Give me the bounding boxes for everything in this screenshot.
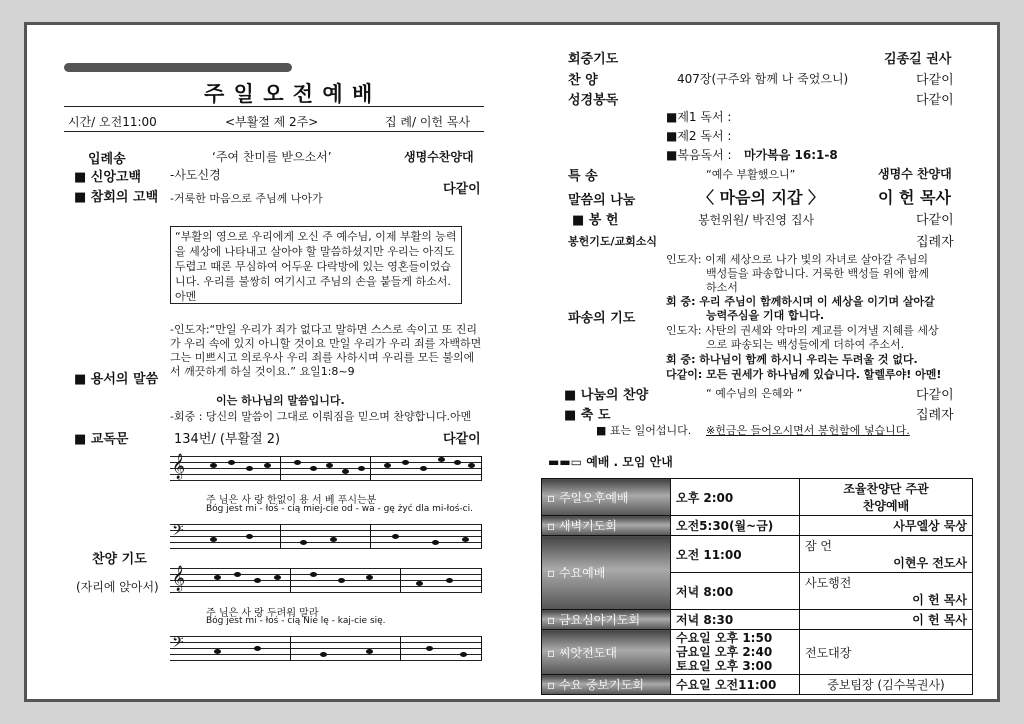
schedule-time-line: 금요일 오후 2:40 — [676, 645, 773, 659]
schedule-table — [541, 478, 973, 695]
sending-line-5: 능력주심을 기대 합니다. — [706, 309, 825, 322]
invocation-text: ‘주여 찬미를 받으소서’ — [212, 150, 332, 164]
hymn-label: 찬 양 — [568, 73, 598, 88]
offering-prayer-label: 봉헌기도/교회소식 — [568, 235, 658, 248]
offering-prayer-performer: 집례자 — [916, 235, 954, 250]
schedule-time-line: 토요일 오후 3:00 — [676, 659, 773, 673]
sending-line-7: 으로 파송되는 백성들에게 더하여 주소서. — [706, 338, 905, 351]
offering-committee: 봉헌위원/ 박진영 집사 — [698, 213, 815, 227]
hymn-prayer-note: (자리에 앉아서) — [76, 580, 159, 594]
sending-line-3: 하소서 — [706, 281, 738, 294]
closing-hymn-label: ■ 나눔의 찬양 — [564, 388, 649, 403]
service-title: 주 일 오 전 예 배 — [204, 82, 374, 106]
schedule-time: 저녁 8:00 — [671, 573, 800, 610]
service-leader: 집 례/ 이헌 목사 — [385, 115, 471, 129]
gospel-reading: 마가복음 16:1-8 — [744, 148, 838, 162]
schedule-info-line: 이 헌 목사 — [912, 593, 967, 607]
score-lyrics-korean-1: 주 님은 사 랑 한없이 용 서 베 푸시는분 — [206, 495, 377, 506]
score-lyrics-korean-2: 주 님은 사 랑 두려워 말라 — [206, 608, 319, 619]
absolution-response: -회중 : 당신의 말씀이 그대로 이뤄짐을 믿으며 찬양합니다.아멘 — [170, 410, 472, 423]
music-score-bass-2: 𝄢 — [170, 636, 482, 684]
scripture-performer: 다같이 — [916, 93, 954, 108]
sending-line-6: 인도자: 사탄의 권세와 악마의 계교를 이겨낼 지혜를 세상 — [666, 324, 939, 337]
offering-note: ※헌금은 들어오시면서 봉헌함에 넣습니다. — [706, 424, 910, 437]
score-lyrics-latin-1: Bóg jest mi - łoś - cią miej-cie od - wa - gę żyć dla mi-łoś-ci. — [206, 504, 473, 514]
schedule-info-line: 잠 언 — [805, 539, 832, 553]
sending-line-4: 회 중: 우리 주님이 함께하시며 이 세상을 이기며 살아갈 — [666, 295, 935, 308]
invocation-label: 입례송 — [88, 152, 126, 167]
music-score-treble-2: 𝄞 — [170, 568, 482, 616]
schedule-time: 오후 2:00 — [671, 479, 800, 516]
schedule-row — [542, 516, 973, 536]
schedule-info: 전도대장 — [800, 630, 973, 675]
schedule-label: ▫ 새벽기도회 — [542, 516, 671, 536]
hymn-prayer-label: 찬양 기도 — [92, 552, 147, 567]
sermon-label: 말씀의 나눔 — [568, 193, 636, 208]
schedule-row — [542, 675, 973, 695]
music-score-treble-1: 𝄞 — [170, 456, 482, 504]
schedule-time: 오전 11:00 — [671, 536, 800, 573]
sermon-preacher: 이 헌 목사 — [878, 188, 951, 207]
congregational-prayer-label: 회중기도 — [568, 52, 619, 67]
schedule-label: ▫ 씨앗전도대 — [542, 630, 671, 675]
invocation-performer: 생명수찬양대 — [404, 150, 474, 164]
schedule-label: ▫ 금요심야기도회 — [542, 610, 671, 630]
responsive-reading-text: 134번/ (부활절 2) — [174, 432, 281, 447]
schedule-info — [800, 479, 973, 516]
closing-hymn-title: “ 예수님의 은혜와 ” — [706, 387, 803, 400]
benediction-performer: 집례자 — [916, 408, 954, 423]
sending-line-9: 다같이: 모든 권세가 하나님께 있습니다. 할렐루야! 아멘! — [666, 368, 942, 381]
absolution-text: -인도자:“만일 우리가 죄가 없다고 말하면 스스로 속이고 또 진리가 우리 속에 있지 아니할 것이요 만일 우리가 우리 죄를 자백하면 그는 미쁘시고 의로우사 우리 죄를 사하시며 우리를 모든 불의에서 깨끗하게 하실 것이요.” 요일1:8~9 — [170, 323, 482, 378]
closing-hymn-performer: 다같이 — [916, 388, 954, 403]
schedule-info — [800, 573, 973, 610]
schedule-info: 중보팀장 (김수복권사) — [800, 675, 973, 695]
special-song-title: “예수 부활했으니” — [706, 168, 796, 181]
special-song-label: 특 송 — [568, 169, 598, 184]
special-song-performer: 생명수 찬양대 — [878, 167, 952, 181]
responsive-reading-performer: 다같이 — [443, 432, 481, 447]
sending-line-2: 백성들을 파송합니다. 거룩한 백성들 위에 함께 — [706, 267, 929, 280]
schedule-label: ▫ 주일오후예배 — [542, 479, 671, 516]
schedule-time — [671, 630, 800, 675]
confession-prayer-box: “부활의 영으로 우리에게 오신 주 예수님, 이제 부활의 능력을 세상에 나타내고 살아야 할 말씀하셨지만 우리는 아직도 두렵고 때론 무심하여 어두운 다락방에 있는 영혼들이었습니다. 우리를 불쌍히 여기시고 주님의 손을 붙들게 하소서. 아멘 — [170, 226, 462, 304]
schedule-row — [542, 479, 973, 516]
service-time: 시간/ 오전11:00 — [68, 115, 157, 129]
schedule-time: 수요일 오전11:00 — [671, 675, 800, 695]
sending-line-8: 회 중: 하나님이 함께 하시니 우리는 두려울 것 없다. — [666, 353, 918, 366]
schedule-info-line: 사도행전 — [805, 576, 852, 590]
schedule-time-line: 수요일 오후 1:50 — [676, 631, 773, 645]
confession-text: -거룩한 마음으로 주님께 나아가 — [170, 192, 323, 205]
offering-label: ■ 봉 헌 — [572, 213, 619, 228]
schedule-label: ▫ 수요예배 — [542, 536, 671, 610]
schedule-info: 사무엘상 묵상 — [800, 516, 973, 536]
confession-label: ■ 참회의 고백 — [74, 190, 159, 205]
schedule-info-line: 조율찬양단 주관 — [843, 482, 929, 496]
absolution-label: ■ 용서의 말씀 — [74, 372, 159, 387]
schedule-row — [542, 610, 973, 630]
scripture-label: 성경봉독 — [568, 93, 619, 108]
gospel-reading-label: ■복음독서 : — [666, 148, 732, 162]
hymn-performer: 다같이 — [916, 73, 954, 88]
title-decoration-bar — [64, 63, 292, 72]
header-rule — [64, 131, 484, 132]
liturgical-week: <부활절 제 2주> — [225, 115, 319, 129]
sermon-title: 〈 마음의 지갑 〉 — [698, 188, 824, 207]
benediction-label: ■ 축 도 — [564, 408, 611, 423]
music-score-bass-1: 𝄢 — [170, 524, 482, 572]
schedule-label: ▫ 수요 중보기도회 — [542, 675, 671, 695]
schedule-title: ▬▬▭ 예배 . 모임 안내 — [548, 455, 673, 469]
title-rule — [64, 106, 484, 107]
first-reading: ■제1 독서 : — [666, 110, 732, 124]
creed-label: ■ 신앙고백 — [74, 170, 142, 185]
responsive-reading-label: ■ 교독문 — [74, 432, 129, 447]
sending-line-1: 인도자: 이제 세상으로 나가 빛의 자녀로 살아갈 주님의 — [666, 253, 928, 266]
standing-note: ■ 표는 일어섭니다. — [596, 424, 692, 437]
absolution-word: 이는 하나님의 말씀입니다. — [216, 394, 345, 407]
second-reading: ■제2 독서 : — [666, 129, 732, 143]
sending-prayer-label: 파송의 기도 — [568, 311, 636, 326]
schedule-time: 오전5:30(월~금) — [671, 516, 800, 536]
schedule-row — [542, 536, 973, 573]
schedule-info: 이 헌 목사 — [800, 610, 973, 630]
offering-performer: 다같이 — [916, 213, 954, 228]
creed-text: -사도신경 — [170, 168, 221, 182]
schedule-time: 저녁 8:30 — [671, 610, 800, 630]
schedule-info — [800, 536, 973, 573]
schedule-info-line: 이현우 전도사 — [893, 556, 967, 570]
congregational-prayer-leader: 김종길 권사 — [884, 52, 952, 67]
hymn-number: 407장(구주와 함께 나 죽었으니) — [677, 72, 849, 86]
schedule-info-line: 찬양예배 — [862, 499, 910, 513]
schedule-row — [542, 630, 973, 675]
confession-performer: 다같이 — [443, 182, 481, 197]
score-lyrics-latin-2: Bóg jest mi - łoś - cią Nie lę - kaj-cie się. — [206, 616, 386, 626]
